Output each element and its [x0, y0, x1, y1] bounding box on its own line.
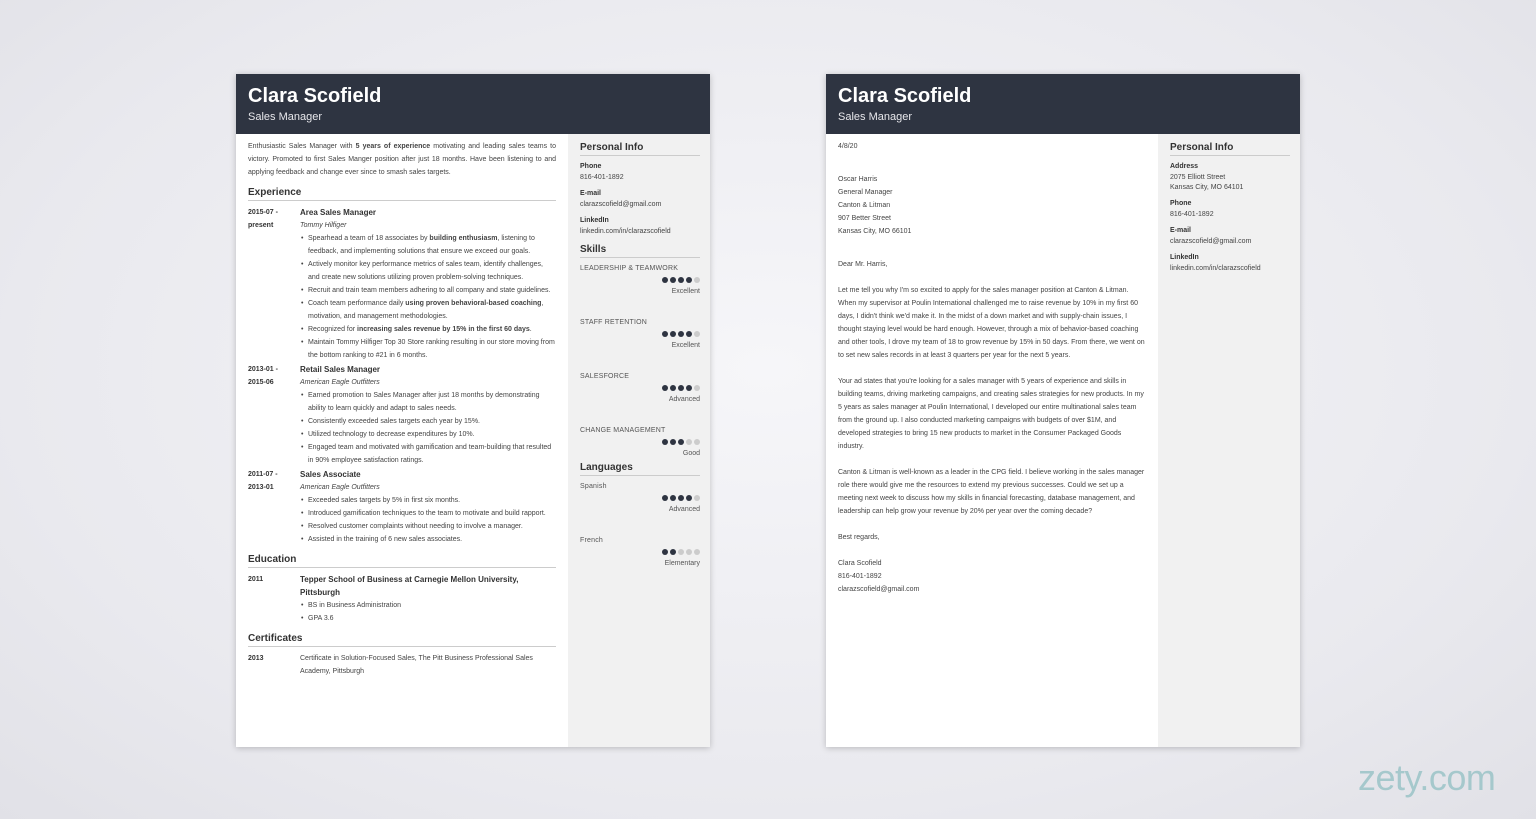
rating-dot-icon — [670, 385, 676, 391]
rating-dot-icon — [670, 495, 676, 501]
rating-dots — [662, 495, 700, 501]
rating-dot-icon — [662, 439, 668, 445]
linkedin-label: LinkedIn — [1170, 254, 1199, 261]
education-bullets — [300, 599, 556, 625]
certificates-heading: Certificates — [248, 633, 556, 647]
signature-line: clarazscofield@gmail.com — [838, 586, 920, 593]
letter-sidebar — [1158, 134, 1300, 747]
rating-dot-icon — [670, 549, 676, 555]
bullet-text: Resolved customer complaints without needing to involve a manager. — [308, 523, 523, 530]
job-bullet — [308, 520, 556, 533]
skill-item — [580, 373, 700, 427]
letter-date: 4/8/20 — [838, 143, 858, 150]
job-date-start: 2013-01 - — [248, 366, 278, 373]
job-title: Area Sales Manager — [300, 208, 377, 217]
letter-paragraph: Canton & Litman is well-known as a leader in the CPG field. I believe working in the sales manager role there would give me the resources to extend my previous successes. Could we set up a meeting next week to discuss how my skills in financial forecasting, database management, and leadership can help grow your revenue by 20% per year over the coming decade? — [838, 469, 1145, 515]
rating-dot-icon — [686, 439, 692, 445]
job-bullet — [308, 441, 556, 467]
letter-salutation: Dear Mr. Harris, — [838, 261, 888, 268]
phone-label: Phone — [580, 163, 602, 170]
bullet-text: Engaged team and motivated with gamification and team-building that resulted in 90% employee satisfaction ratings. — [308, 444, 552, 464]
bullet-bold: using proven behavioral-based coaching — [405, 300, 542, 307]
personal-info-heading: Personal Info — [580, 142, 700, 156]
education-year: 2011 — [248, 576, 264, 583]
languages-heading: Languages — [580, 462, 700, 476]
certificate-text: Certificate in Solution-Focused Sales, The Pitt Business Professional Sales Academy, Pittsburgh — [300, 655, 533, 675]
letter-paragraph: Your ad states that you're looking for a sales manager with 5 years of experience and skills in building teams, driving marketing campaigns, and creating sales strategies for new products. In my 5 years as sales manager at Poulin International, I developed our entire multinational sales team from the ground up. I also conducted marketing campaigns with budgets of over $1M, and developed strategies to bring 15 new products to market in the Consumer Packaged Goods industry. — [838, 378, 1144, 450]
rating-dot-icon — [686, 549, 692, 555]
rating-dot-icon — [662, 495, 668, 501]
recipient-line: Canton & Litman — [838, 202, 891, 209]
phone-label: Phone — [1170, 200, 1192, 207]
job-date-start: 2011-07 - — [248, 471, 278, 478]
recipient-line: Kansas City, MO 66101 — [838, 228, 912, 235]
job-bullets — [300, 232, 556, 362]
rating-dot-icon — [678, 439, 684, 445]
address-label: Address — [1170, 163, 1199, 170]
rated-item-name: CHANGE MANAGEMENT — [580, 427, 666, 434]
phone-value: 816-401-1892 — [1170, 211, 1214, 218]
letter-header — [826, 74, 1300, 134]
education-bullet: • GPA 3.6 — [308, 612, 556, 625]
rated-item-level: Excellent — [671, 288, 700, 295]
skills-heading: Skills — [580, 244, 700, 258]
rating-dots — [662, 385, 700, 391]
job-company: American Eagle Outfitters — [300, 484, 380, 491]
job-company: American Eagle Outfitters — [300, 379, 380, 386]
resume-title: Sales Manager — [248, 111, 322, 123]
signature-line: Clara Scofield — [838, 560, 882, 567]
bullet-text: Maintain Tommy Hilfiger Top 30 Store ranking resulting in our store moving from the bottom ranking to #21 in 6 months. — [308, 339, 555, 359]
rated-item-level: Advanced — [668, 396, 700, 403]
job-date-end: present — [248, 222, 274, 229]
letter-body — [838, 134, 1146, 596]
job-bullet — [308, 323, 556, 336]
rating-dot-icon — [686, 495, 692, 501]
zety-logo: zety.com — [1358, 757, 1496, 798]
rating-dots — [662, 549, 700, 555]
resume-header — [236, 74, 710, 134]
bullet-text: Spearhead a team of 18 associates by — [308, 235, 430, 242]
rating-dot-icon — [670, 277, 676, 283]
education-entry — [248, 573, 556, 625]
recipient-line: General Manager — [838, 189, 893, 196]
rating-dot-icon — [686, 277, 692, 283]
job-date-start: 2015-07 - — [248, 209, 278, 216]
job-bullet — [308, 507, 556, 520]
rated-item-name: LEADERSHIP & TEAMWORK — [580, 265, 679, 272]
signature-line: 816-401-1892 — [838, 573, 882, 580]
job-bullet — [308, 258, 556, 284]
email-value: clarazscofield@gmail.com — [580, 201, 662, 208]
job-dates — [248, 468, 300, 546]
rating-dots — [662, 439, 700, 445]
job-bullet — [308, 415, 556, 428]
job-bullet — [308, 533, 556, 546]
skill-item — [580, 427, 700, 468]
rating-dots — [662, 277, 700, 283]
bullet-text: Recognized for — [308, 326, 358, 333]
rated-item-name: STAFF RETENTION — [580, 319, 648, 326]
language-item — [580, 537, 700, 591]
rating-dot-icon — [670, 331, 676, 337]
rating-dot-icon — [678, 385, 684, 391]
rating-dots — [662, 331, 700, 337]
experience-entry — [248, 363, 556, 467]
resume-name: Clara Scofield — [248, 85, 382, 107]
job-bullet — [308, 389, 556, 415]
recipient-line: 907 Better Street — [838, 215, 891, 222]
bullet-text: Introduced gamification techniques to the team to motivate and build rapport. — [308, 510, 546, 517]
job-bullet — [308, 336, 556, 362]
rating-dot-icon — [678, 495, 684, 501]
skill-item — [580, 265, 700, 319]
rating-dot-icon — [662, 277, 668, 283]
rating-dot-icon — [670, 439, 676, 445]
summary-text: motivating and leading sales teams to victory. Promoted to first Sales Manger position after just 18 months. Have been listening to and applying feedback and change ever since to smash sales targets. — [248, 143, 556, 176]
rated-item-level: Good — [682, 450, 700, 457]
bullet-bold: increasing sales revenue by 15% in the first 60 days — [357, 326, 530, 333]
job-title: Retail Sales Manager — [300, 365, 381, 374]
email-value: clarazscofield@gmail.com — [1170, 238, 1252, 245]
bullet-text: Earned promotion to Sales Manager after just 18 months by demonstrating ability to learn quickly and adapt to sales needs. — [308, 392, 540, 412]
personal-info-heading: Personal Info — [1170, 142, 1290, 156]
rating-dot-icon — [694, 549, 700, 555]
letter-signature — [838, 557, 1146, 596]
job-bullets — [300, 389, 556, 467]
job-bullets — [300, 494, 556, 546]
rating-dot-icon — [678, 277, 684, 283]
bullet-text: , listening to feedback, and implementing solutions that ensure we exceed our goals. — [308, 235, 535, 255]
rating-dot-icon — [662, 385, 668, 391]
job-title: Sales Associate — [300, 470, 361, 479]
education-school: Tepper School of Business at Carnegie Mellon University, Pittsburgh — [300, 575, 519, 597]
language-item — [580, 483, 700, 537]
job-date-end: 2013-01 — [248, 484, 274, 491]
education-bullet: • BS in Business Administration — [308, 599, 556, 612]
job-date-end: 2015-06 — [248, 379, 274, 386]
letter-title: Sales Manager — [838, 111, 912, 123]
resume-summary — [248, 140, 556, 179]
bullet-text: Recruit and train team members adhering to all company and state guidelines. — [308, 287, 551, 294]
rated-item-level: Excellent — [671, 342, 700, 349]
skills-list — [580, 265, 700, 468]
letter-closing: Best regards, — [838, 534, 880, 541]
summary-bold: 5 years of experience — [355, 143, 431, 150]
skill-item — [580, 319, 700, 373]
job-bullet — [308, 494, 556, 507]
email-label: E-mail — [580, 190, 602, 197]
rating-dot-icon — [694, 495, 700, 501]
job-bullet — [308, 232, 556, 258]
job-dates — [248, 363, 300, 467]
rating-dot-icon — [662, 331, 668, 337]
summary-text: Enthusiastic Sales Manager with — [248, 143, 356, 150]
job-dates — [248, 206, 300, 362]
experience-entry — [248, 206, 556, 362]
bullet-text: , motivation, and management methodologies. — [308, 300, 544, 320]
rating-dot-icon — [686, 385, 692, 391]
rated-item-name: Spanish — [580, 483, 607, 490]
linkedin-label: LinkedIn — [580, 217, 609, 224]
job-bullet — [308, 297, 556, 323]
letter-paragraph: Let me tell you why I'm so excited to apply for the sales manager position at Canton & Litman. When my supervisor at Poulin International challenged me to raise revenue by 10% in my first 60 days, I didn't think we'd make it. In the midst of a down market and with supply-chain issues, I thought staying level would be hard enough. However, through a mix of behavior-based coaching and other tools, I drove my team of 18 to grow revenue by 15% in 50 days. From there, we went on to set new sales records in at least 3 quarters per year for the next 5 years. — [838, 287, 1145, 359]
job-company: Tommy Hilfiger — [300, 222, 347, 229]
rated-item-name: SALESFORCE — [580, 373, 630, 380]
bullet-text: Utilized technology to decrease expenditures by 10%. — [308, 431, 475, 438]
experience-list — [248, 206, 556, 546]
certificate-entry — [248, 652, 556, 678]
recipient-line: Oscar Harris — [838, 176, 878, 183]
job-bullet — [308, 428, 556, 441]
resume-sidebar — [568, 134, 710, 747]
rating-dot-icon — [678, 549, 684, 555]
rated-item-level: Advanced — [668, 506, 700, 513]
rating-dot-icon — [662, 549, 668, 555]
resume-main — [248, 134, 556, 678]
cover-letter-page — [826, 74, 1300, 747]
rated-item-name: French — [580, 537, 603, 544]
bullet-text: Actively monitor key performance metrics of sales team, identify challenges, and create new solutions utilizing proven problem-solving techniques. — [308, 261, 543, 281]
phone-value: 816-401-1892 — [580, 174, 624, 181]
bullet-bold: building enthusiasm — [429, 235, 498, 242]
bullet-text: Coach team performance daily — [308, 300, 406, 307]
rating-dot-icon — [694, 331, 700, 337]
languages-list — [580, 483, 700, 591]
rated-item-level: Elementary — [664, 560, 700, 567]
rating-dot-icon — [694, 439, 700, 445]
job-bullet — [308, 284, 556, 297]
resume-page — [236, 74, 710, 747]
letter-recipient — [838, 173, 1146, 238]
bullet-text: Consistently exceeded sales targets each year by 15%. — [308, 418, 480, 425]
address-line: 2075 Elliott Street — [1170, 174, 1226, 181]
address-line: Kansas City, MO 64101 — [1170, 184, 1244, 191]
rating-dot-icon — [694, 277, 700, 283]
rating-dot-icon — [694, 385, 700, 391]
rating-dot-icon — [678, 331, 684, 337]
letter-name: Clara Scofield — [838, 85, 972, 107]
bullet-text: Assisted in the training of 6 new sales associates. — [308, 536, 463, 543]
rating-dot-icon — [686, 331, 692, 337]
linkedin-value: linkedin.com/in/clarazscofield — [1170, 265, 1261, 272]
bullet-text: Exceeded sales targets by 5% in first six months. — [308, 497, 461, 504]
experience-entry — [248, 468, 556, 546]
email-label: E-mail — [1170, 227, 1192, 234]
education-heading: Education — [248, 554, 556, 568]
linkedin-value: linkedin.com/in/clarazscofield — [580, 228, 671, 235]
certificate-year: 2013 — [248, 655, 264, 662]
bullet-text: . — [529, 326, 532, 333]
experience-heading: Experience — [248, 187, 556, 201]
